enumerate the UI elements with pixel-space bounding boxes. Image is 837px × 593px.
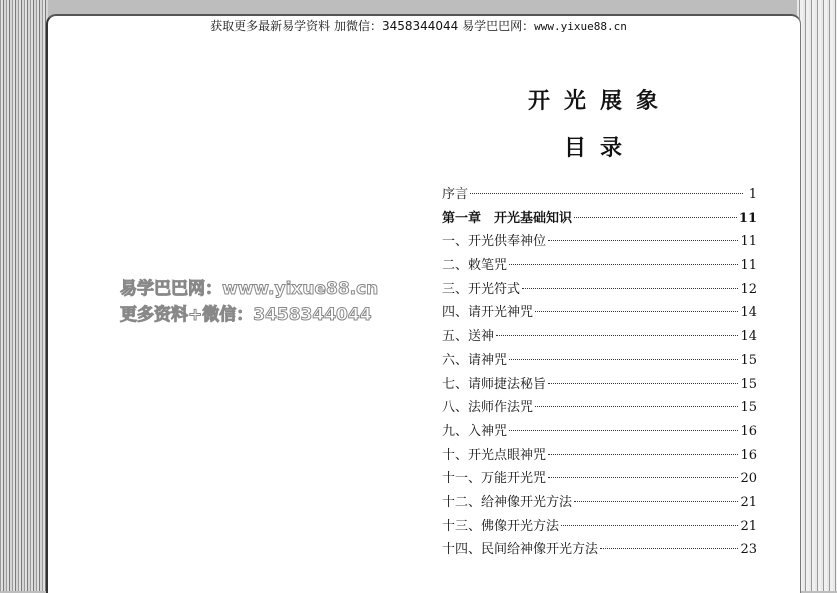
toc-entry-label: 十、开光点眼神咒: [442, 447, 547, 463]
toc-entry-page: 23: [740, 542, 757, 558]
leader-dots: [509, 359, 738, 360]
leader-dots: [574, 501, 738, 502]
leader-dots: [470, 193, 743, 194]
leader-dots: [535, 406, 738, 407]
header-url: www.yixue88.cn: [534, 20, 627, 33]
toc-heading: 目录: [563, 135, 636, 161]
toc-entry: [442, 491, 757, 515]
toc-entry-page: 11: [740, 234, 757, 250]
toc-entry-page: 15: [740, 376, 757, 392]
toc-entry-label: 五、送神: [442, 329, 495, 345]
toc-entry: [442, 420, 757, 444]
toc-entry-label: 十三、佛像开光方法: [442, 518, 560, 534]
toc-entry: [442, 444, 757, 468]
toc-entry-page: 16: [740, 423, 757, 439]
toc-entry-page: 15: [740, 400, 757, 416]
leader-dots: [509, 264, 738, 265]
book-title: 开光展象: [527, 88, 672, 114]
toc-entry-page: 16: [740, 447, 757, 463]
toc-entry: [442, 373, 757, 397]
toc-entry: [442, 467, 757, 491]
toc-entry: [442, 183, 757, 207]
toc-entry: [442, 207, 757, 231]
scan-edge-right: [797, 0, 837, 591]
header-text: 获取更多最新易学资料 加微信：3458344044 易学巴巴网：: [210, 19, 535, 33]
toc-entry: [442, 396, 757, 420]
toc-entry-label: 一、开光供奉神位: [442, 234, 547, 250]
leader-dots: [574, 217, 737, 218]
toc-entry-label: 四、请开光神咒: [442, 305, 534, 321]
toc-entry-label: 七、请师捷法秘旨: [442, 376, 547, 392]
toc-entry-page: 14: [740, 329, 757, 345]
toc-entry-label: 二、敕笔咒: [442, 258, 508, 274]
toc-entry-label: 十四、民间给神像开光方法: [442, 542, 599, 558]
toc-entry-page: 20: [740, 471, 757, 487]
watermark-line-1: 易学巴巴网：www.yixue88.cn: [120, 279, 379, 299]
toc-entry-label: 八、法师作法咒: [442, 400, 534, 416]
leader-dots: [600, 548, 738, 549]
toc-entry-page: 11: [740, 258, 757, 274]
leader-dots: [561, 525, 738, 526]
toc-entry-label: 十二、给神像开光方法: [442, 494, 573, 510]
toc-entry-label: 九、入神咒: [442, 423, 508, 439]
leader-dots: [548, 240, 738, 241]
table-of-contents: [442, 183, 757, 562]
leader-dots: [548, 454, 738, 455]
toc-entry: [442, 515, 757, 539]
toc-entry: [442, 349, 757, 373]
toc-entry-label: 序言: [442, 187, 469, 202]
toc-entry: [442, 230, 757, 254]
toc-entry-page: 1: [748, 187, 757, 202]
leader-dots: [509, 430, 738, 431]
toc-entry-label: 三、开光符式: [442, 281, 521, 297]
page-header: [0, 17, 837, 34]
leader-dots: [522, 288, 738, 289]
toc-entry: [442, 254, 757, 278]
watermark-line-2: 更多资料+微信：3458344044: [120, 305, 372, 325]
toc-entry: [442, 301, 757, 325]
toc-entry-page: 12: [740, 281, 757, 297]
toc-entry-page: 15: [740, 352, 757, 368]
toc-entry-page: 21: [740, 518, 757, 534]
leader-dots: [548, 383, 738, 384]
toc-entry-page: 21: [740, 494, 757, 510]
toc-entry-page: 14: [740, 305, 757, 321]
leader-dots: [496, 335, 738, 336]
toc-entry-label: 十一、万能开光咒: [442, 471, 547, 487]
leader-dots: [548, 477, 738, 478]
toc-entry-label: 第一章 开光基础知识: [442, 210, 573, 226]
toc-entry-label: 六、请神咒: [442, 352, 508, 368]
scan-edge-left: [0, 0, 48, 591]
toc-entry: [442, 325, 757, 349]
toc-entry: [442, 538, 757, 562]
toc-entry: [442, 278, 757, 302]
toc-entry-page: 11: [738, 210, 757, 226]
leader-dots: [535, 311, 738, 312]
